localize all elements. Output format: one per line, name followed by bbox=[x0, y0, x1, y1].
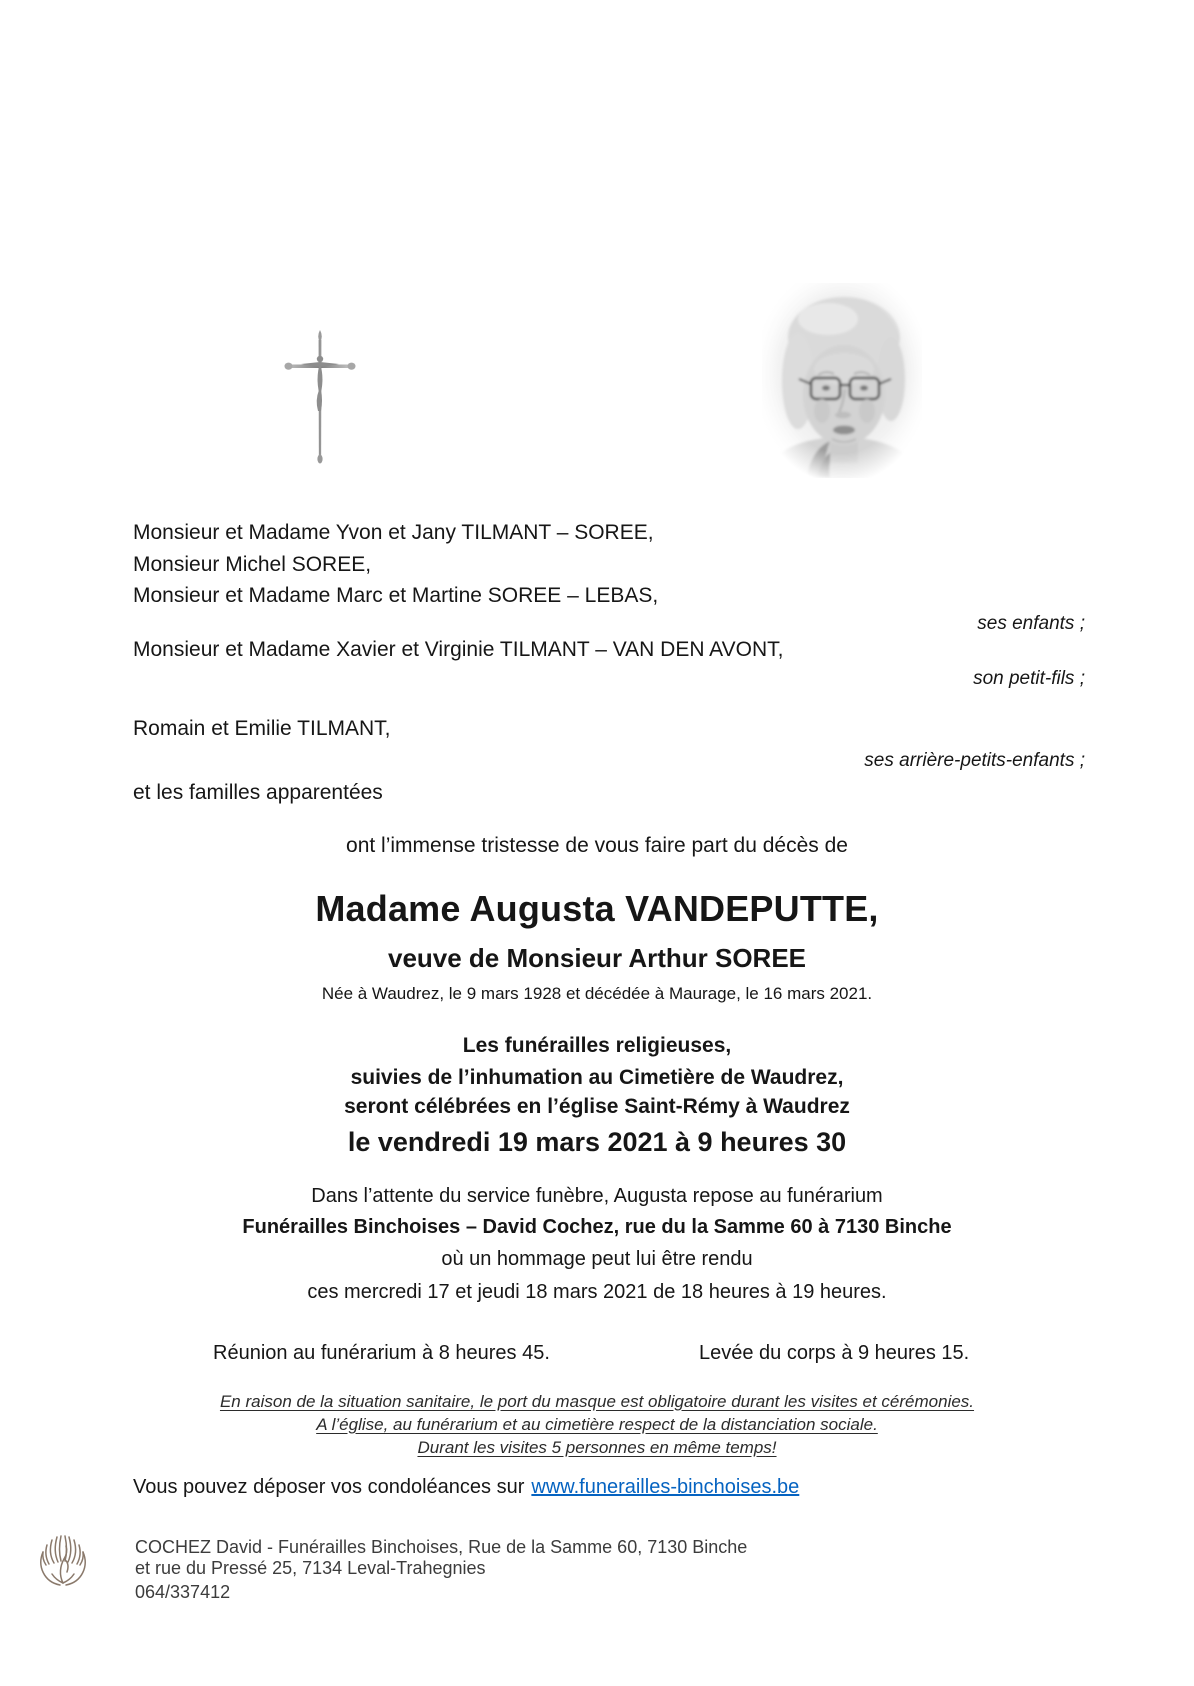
funeral-home-logo-icon bbox=[30, 1528, 96, 1594]
relation-label-grandson: son petit-fils ; bbox=[973, 668, 1085, 689]
family-line-5: Romain et Emilie TILMANT, bbox=[133, 717, 391, 740]
birth-death-line: Née à Waudrez, le 9 mars 1928 et décédée à Maurage, le 16 mars 2021. bbox=[321, 984, 873, 1003]
visitation-line-3: où un hommage peut lui être rendu bbox=[441, 1248, 753, 1270]
footer-phone: 064/337412 bbox=[135, 1582, 231, 1602]
footer-address-2: et rue du Pressé 25, 7134 Leval-Trahegnies bbox=[135, 1558, 486, 1578]
ceremony-line-3: seront célébrées en l’église Saint-Rémy à Waudrez bbox=[344, 1095, 850, 1118]
relation-label-great-grandchildren: ses arrière-petits-enfants ; bbox=[864, 750, 1085, 771]
announcement-intro: ont l’immense tristesse de vous faire part du décès de bbox=[346, 834, 848, 857]
meeting-time: Réunion au funérarium à 8 heures 45. bbox=[213, 1342, 550, 1364]
covid-notice-3: Durant les visites 5 personnes en même temps! bbox=[417, 1438, 777, 1457]
visitation-line-4: ces mercredi 17 et jeudi 18 mars 2021 de 18 heures à 19 heures. bbox=[307, 1281, 887, 1303]
body-removal-time: Levée du corps à 9 heures 15. bbox=[699, 1342, 970, 1364]
family-line-2: Monsieur Michel SOREE, bbox=[133, 553, 372, 576]
family-line-3: Monsieur et Madame Marc et Martine SOREE – LEBAS, bbox=[133, 584, 659, 607]
widow-line: veuve de Monsieur Arthur SOREE bbox=[387, 943, 807, 973]
funeral-home-line: Funérailles Binchoises – David Cochez, rue du la Samme 60 à 7130 Binche bbox=[242, 1216, 952, 1238]
condolences-line bbox=[133, 1476, 799, 1499]
portrait-photo bbox=[762, 283, 922, 478]
deceased-name: Madame Augusta VANDEPUTTE, bbox=[315, 888, 879, 929]
family-line-6: et les familles apparentées bbox=[133, 781, 383, 804]
condolences-text: Vous pouvez déposer vos condoléances sur bbox=[133, 1476, 525, 1498]
ceremony-datetime: le vendredi 19 mars 2021 à 9 heures 30 bbox=[347, 1127, 847, 1157]
family-line-4: Monsieur et Madame Xavier et Virginie TILMANT – VAN DEN AVONT, bbox=[133, 638, 784, 661]
visitation-line-1: Dans l’attente du service funèbre, Augusta repose au funérarium bbox=[311, 1185, 883, 1207]
ceremony-line-2: suivies de l’inhumation au Cimetière de Waudrez, bbox=[350, 1066, 844, 1089]
footer-address-1: COCHEZ David - Funérailles Binchoises, Rue de la Samme 60, 7130 Binche bbox=[135, 1537, 748, 1557]
covid-notice-2: A l’église, au funérarium et au cimetière respect de la distanciation sociale. bbox=[316, 1415, 878, 1434]
ceremony-line-1: Les funérailles religieuses, bbox=[462, 1034, 732, 1057]
crucifix-icon bbox=[284, 330, 356, 465]
family-line-1: Monsieur et Madame Yvon et Jany TILMANT – SOREE, bbox=[133, 521, 654, 544]
condolences-link[interactable]: www.funerailles-binchoises.be bbox=[531, 1476, 800, 1498]
relation-label-children: ses enfants ; bbox=[977, 613, 1085, 634]
covid-notice-1: En raison de la situation sanitaire, le port du masque est obligatoire durant les visites et cérémonies. bbox=[219, 1392, 975, 1411]
